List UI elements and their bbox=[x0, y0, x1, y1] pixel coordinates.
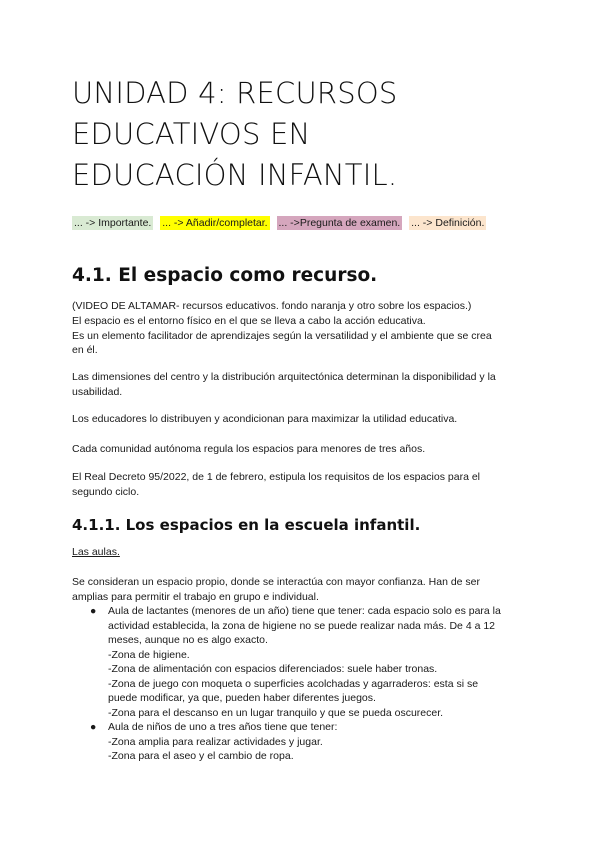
list-item bbox=[72, 720, 542, 764]
list-item-line: -Zona de alimentación con espacios diferenciados: suele haber tronas. bbox=[108, 663, 438, 675]
list-item-line: -Zona para el descanso en un lugar tranquilo y que se pueda oscurecer. bbox=[108, 706, 444, 719]
subheading-classrooms: Las aulas. bbox=[72, 546, 120, 558]
list-item-line: Aula de lactantes (menores de un año) tiene que tener: cada espacio solo es para la bbox=[108, 605, 501, 617]
list-item-line: Aula de niños de uno a tres años tiene que tener: bbox=[108, 721, 338, 733]
list-item-line: -Zona de juego con moqueta o superficies acolchadas y agarraderos: esta si se bbox=[108, 677, 479, 690]
paragraph-classrooms-line2: amplias para permitir el trabajo en grupo e individual. bbox=[72, 591, 319, 603]
legend-definition: ... -> Definición. bbox=[411, 217, 485, 229]
list-item-line: meses, aunque no es algo exacto. bbox=[108, 634, 268, 646]
title-line-2: EDUCATIVOS EN bbox=[72, 117, 311, 151]
paragraph-facilitator-line1: Es un elemento facilitador de aprendizajes según la versatilidad y el ambiente que se crea bbox=[72, 330, 492, 342]
paragraph-royal-decree-line1: El Real Decreto 95/2022, de 1 de febrero, estipula los requisitos de los espacios para el bbox=[72, 471, 480, 483]
paragraph-educators: Los educadores lo distribuyen y acondicionan para maximizar la utilidad educativa. bbox=[72, 413, 458, 425]
document-title bbox=[72, 73, 542, 196]
paragraph-classrooms-line1: Se consideran un espacio propio, donde se interactúa con mayor confianza. Han de ser bbox=[72, 576, 481, 588]
title-line-1: UNIDAD 4: RECURSOS bbox=[72, 76, 398, 110]
section-heading-4-1: 4.1. El espacio como recurso. bbox=[72, 265, 378, 286]
classroom-types-list bbox=[72, 604, 542, 764]
paragraph-video-note: (VIDEO DE ALTAMAR- recursos educativos. fondo naranja y otro sobre los espacios.) bbox=[72, 300, 472, 312]
highlight-legend bbox=[72, 216, 490, 230]
paragraph-space-definition: El espacio es el entorno físico en el que se lleva a cabo la acción educativa. bbox=[72, 315, 426, 327]
list-item-line: -Zona para el aseo y el cambio de ropa. bbox=[108, 750, 294, 762]
legend-exam-question: ... ->Pregunta de examen. bbox=[278, 217, 401, 229]
list-item-line: actividad establecida, la zona de higiene no se puede realizar nada más. De 4 a 12 bbox=[108, 619, 496, 632]
paragraph-dimensions-line1: Las dimensiones del centro y la distribución arquitectónica determinan la disponibilidad y la bbox=[72, 371, 496, 383]
list-item-line: -Zona de higiene. bbox=[108, 648, 190, 661]
section-heading-4-1-1: 4.1.1. Los espacios en la escuela infantil. bbox=[72, 516, 421, 534]
title-line-3: EDUCACIÓN INFANTIL. bbox=[72, 158, 398, 192]
paragraph-facilitator-line2: en él. bbox=[72, 344, 98, 356]
list-item bbox=[72, 604, 542, 720]
paragraph-autonomous-community: Cada comunidad autónoma regula los espacios para menores de tres años. bbox=[72, 443, 426, 455]
bullet-icon: ● bbox=[90, 605, 97, 617]
bullet-icon: ● bbox=[90, 721, 97, 733]
list-item-line: -Zona amplia para realizar actividades y jugar. bbox=[108, 735, 323, 748]
paragraph-royal-decree-line2: segundo ciclo. bbox=[72, 486, 140, 498]
list-item-line: puede modificar, ya que, pueden haber diferentes juegos. bbox=[108, 692, 376, 704]
legend-add-complete: ... -> Añadir/completar. bbox=[162, 217, 268, 229]
paragraph-dimensions-line2: usabilidad. bbox=[72, 386, 123, 398]
legend-important: ... -> Importante. bbox=[74, 217, 152, 229]
